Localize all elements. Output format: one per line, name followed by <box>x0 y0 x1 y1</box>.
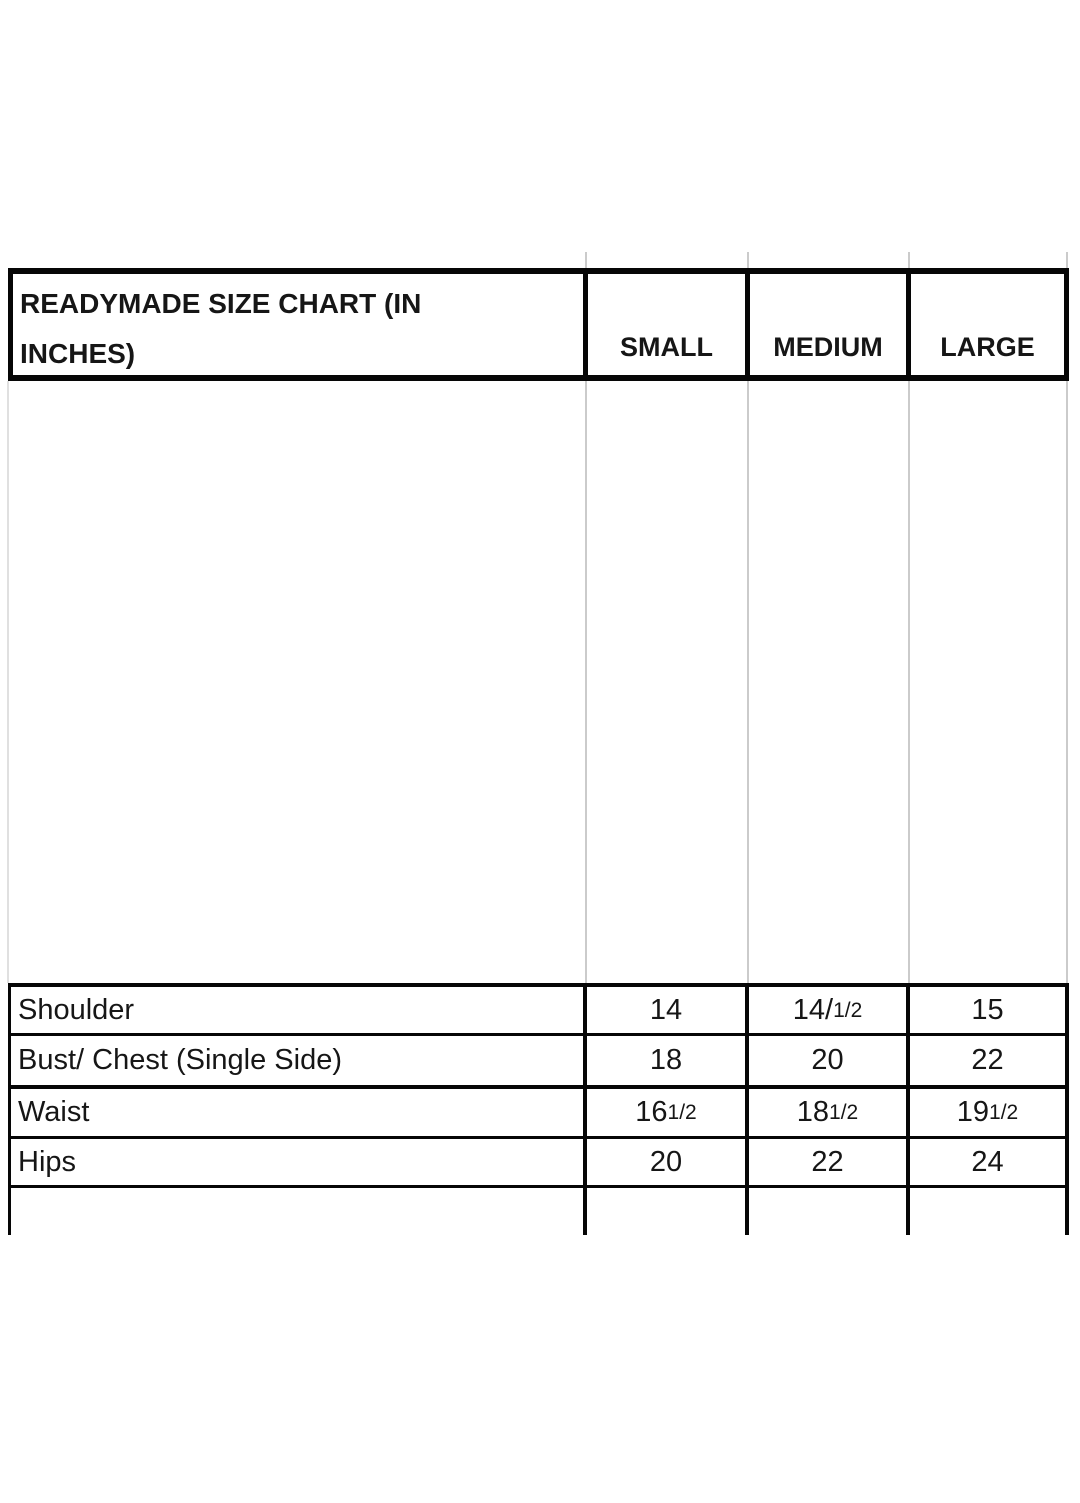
table-title <box>20 279 576 375</box>
cell-bust-large <box>910 1036 1065 1085</box>
cell-value: 19 <box>956 1096 990 1128</box>
cell-bust-small <box>587 1036 745 1085</box>
cell-hips-large <box>910 1139 1065 1185</box>
cell-value: 18 <box>796 1096 830 1128</box>
table-border <box>8 983 11 1235</box>
cell-value: 14 <box>649 993 683 1026</box>
grid-line <box>1066 381 1068 983</box>
cell-shoulder-large <box>910 987 1065 1033</box>
cell-shoulder-medium <box>749 987 906 1033</box>
grid-line <box>908 381 910 983</box>
table-border <box>8 268 13 381</box>
cell-value: 16 <box>635 1096 668 1128</box>
cell-value: 15 <box>971 993 1004 1026</box>
cell-waist-large <box>910 1089 1065 1136</box>
row-label-hips: Hips <box>18 1145 77 1178</box>
cell-fraction: 1/2 <box>833 998 863 1022</box>
table-border <box>1064 268 1069 381</box>
grid-line <box>585 381 587 983</box>
row-label-bust-chest: Bust/ Chest (Single Side) <box>18 1044 342 1076</box>
cell-value: 20 <box>811 1044 844 1076</box>
cell-fraction: 1/2 <box>667 1101 697 1124</box>
grid-line <box>908 252 910 268</box>
cell-bust-medium <box>749 1036 906 1085</box>
table-title-line1: READYMADE SIZE CHART (IN <box>20 288 422 319</box>
cell-value: 20 <box>649 1145 683 1178</box>
cell-waist-small <box>587 1089 745 1136</box>
grid-line <box>1066 252 1068 268</box>
cell-value: 18 <box>649 1044 683 1076</box>
row-label-shoulder: Shoulder <box>18 993 135 1026</box>
grid-line <box>7 381 9 983</box>
cell-waist-medium <box>749 1089 906 1136</box>
cell-value: 22 <box>971 1044 1004 1076</box>
grid-line <box>747 381 749 983</box>
column-header-small: SMALL <box>620 332 713 362</box>
column-header-medium: MEDIUM <box>773 332 883 362</box>
table-title-line2: INCHES) <box>20 338 136 369</box>
table-border <box>1065 983 1069 1235</box>
cell-fraction: 1/2 <box>989 1101 1019 1124</box>
cell-shoulder-small <box>587 987 745 1033</box>
cell-value: 22 <box>811 1145 844 1178</box>
cell-value: 24 <box>971 1145 1004 1178</box>
column-header-large: LARGE <box>940 332 1035 362</box>
cell-hips-medium <box>749 1139 906 1185</box>
cell-fraction: 1/2 <box>829 1101 859 1124</box>
grid-line <box>747 252 749 268</box>
cell-hips-small <box>587 1139 745 1185</box>
grid-line <box>585 252 587 268</box>
cell-value: 14/ <box>792 993 834 1026</box>
row-label-waist: Waist <box>18 1096 90 1128</box>
